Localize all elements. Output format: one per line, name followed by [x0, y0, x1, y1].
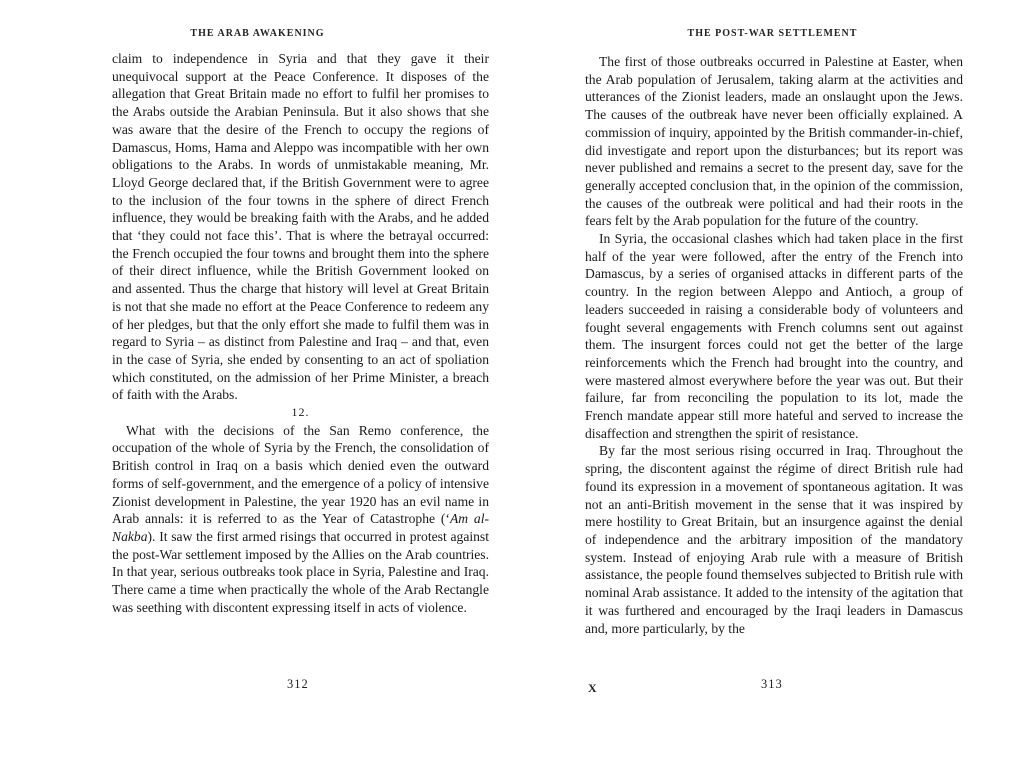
- running-head-left: THE ARAB AWAKENING: [190, 28, 325, 39]
- right-paragraph-2: In Syria, the occasional clashes which had taken place in the first half of the year were followed, after the entry of the French into Damascus, by a series of organised attacks in different parts of the country. In the region between Aleppo and Antioch, a group of leaders succeeded in raising a considerable body of volunteers and fought several engagements with French columns sent out against them. The insurgent forces could not get the better of the large reinforcements which the French had brought into the country, and were mastered almost everywhere before the year was out. But their failure, far from reconciling the population to its lot, made the French mandate appear still more hateful and served to increase the disaffection and strengthen the spirit of resistance.: [585, 231, 963, 441]
- right-text-block: [585, 53, 963, 637]
- section-number: 12.: [291, 405, 310, 420]
- signature-mark: X: [588, 681, 597, 695]
- running-head-right: THE POST-WAR SETTLEMENT: [687, 28, 858, 39]
- page-number-right: 313: [761, 677, 783, 691]
- left-text-block: [112, 50, 489, 617]
- right-paragraph-3: By far the most serious rising occurred in Iraq. Throughout the spring, the discontent against the régime of direct British rule had found its expression in a movement of spontaneous agitation. It was not an anti-British movement in the sense that it was inspired by mere hostility to Great Britain, but an insurgence against the denial of independence and the arbitrary imposition of the mandatory system. Instead of enjoying Arab rule with a measure of British assistance, the people found themselves subjected to British rule with nominal Arab assistance. It added to the intensity of the agitation that it was furthered and encouraged by the Iraqi leaders in Damascus and, more particularly, by the: [585, 443, 963, 636]
- left-paragraph-1: claim to independence in Syria and that they gave it their unequivocal support at the Peace Conference. It disposes of the allegation that Great Britain made no effort to fulfil her promises to the Arabs outside the Arabian Peninsula. But it also shows that she was aware that the desire of the French to occupy the regions of Damascus, Homs, Hama and Aleppo was incompatible with her own obligations to the Arabs. In words of unmistakable meaning, Mr. Lloyd George declared that, if the British Government were to agree to the inclusion of the four towns in the sphere of direct French influence, they would be breaking faith with the Arabs, and he added that ‘they could not face this’. That is where the betrayal occurred: the French occupied the four towns and brought them into the sphere of their direct influence, while the British Government looked on and assented. Thus the charge that history will level at Great Britain is not that she made no effort at the Peace Conference to redeem any of her pledges, but that the only effort she made to fulfil them was in regard to Syria – as distinct from Palestine and Iraq – and that, even in the case of Syria, she ended by consenting to an act of spoliation which constituted, on the admission of her Prime Minister, a breach of faith with the Arabs.: [112, 51, 489, 403]
- page-number-left: 312: [287, 677, 309, 691]
- right-paragraph-1: The first of those outbreaks occurred in Palestine at Easter, when the Arab population of Jerusalem, taking alarm at the activities and utterances of the Zionist leaders, made an onslaught upon the Jews. The causes of the outbreak have never been officially explained. A commission of inquiry, appointed by the British commander-in-chief, did investigate and report upon the disturbances; but its report was never published and remains a secret to the present day, save for the generally accepted conclusion that, in the opinion of the commission, the causes of the outbreak were political and had their roots in the fears felt by the Arab population for the future of the country.: [585, 54, 963, 229]
- left-paragraph-2: What with the decisions of the San Remo conference, the occupation of the whole of Syria by the French, the consolidation of British control in Iraq on a basis which denied even the outward forms of self-government, and the emergence of a policy of intensive Zionist development in Palestine, the year 1920 has an evil name in Arab annals: it is referred to as the Year of Catastrophe (‘Am al-Nakba). It saw the first armed risings that occurred in protest against the post-War settlement imposed by the Allies on the Arab countries. In that year, serious outbreaks took place in Syria, Palestine and Iraq. There came a time when practically the whole of the Arab Rectangle was seething with discontent expressing itself in acts of violence.: [112, 422, 490, 615]
